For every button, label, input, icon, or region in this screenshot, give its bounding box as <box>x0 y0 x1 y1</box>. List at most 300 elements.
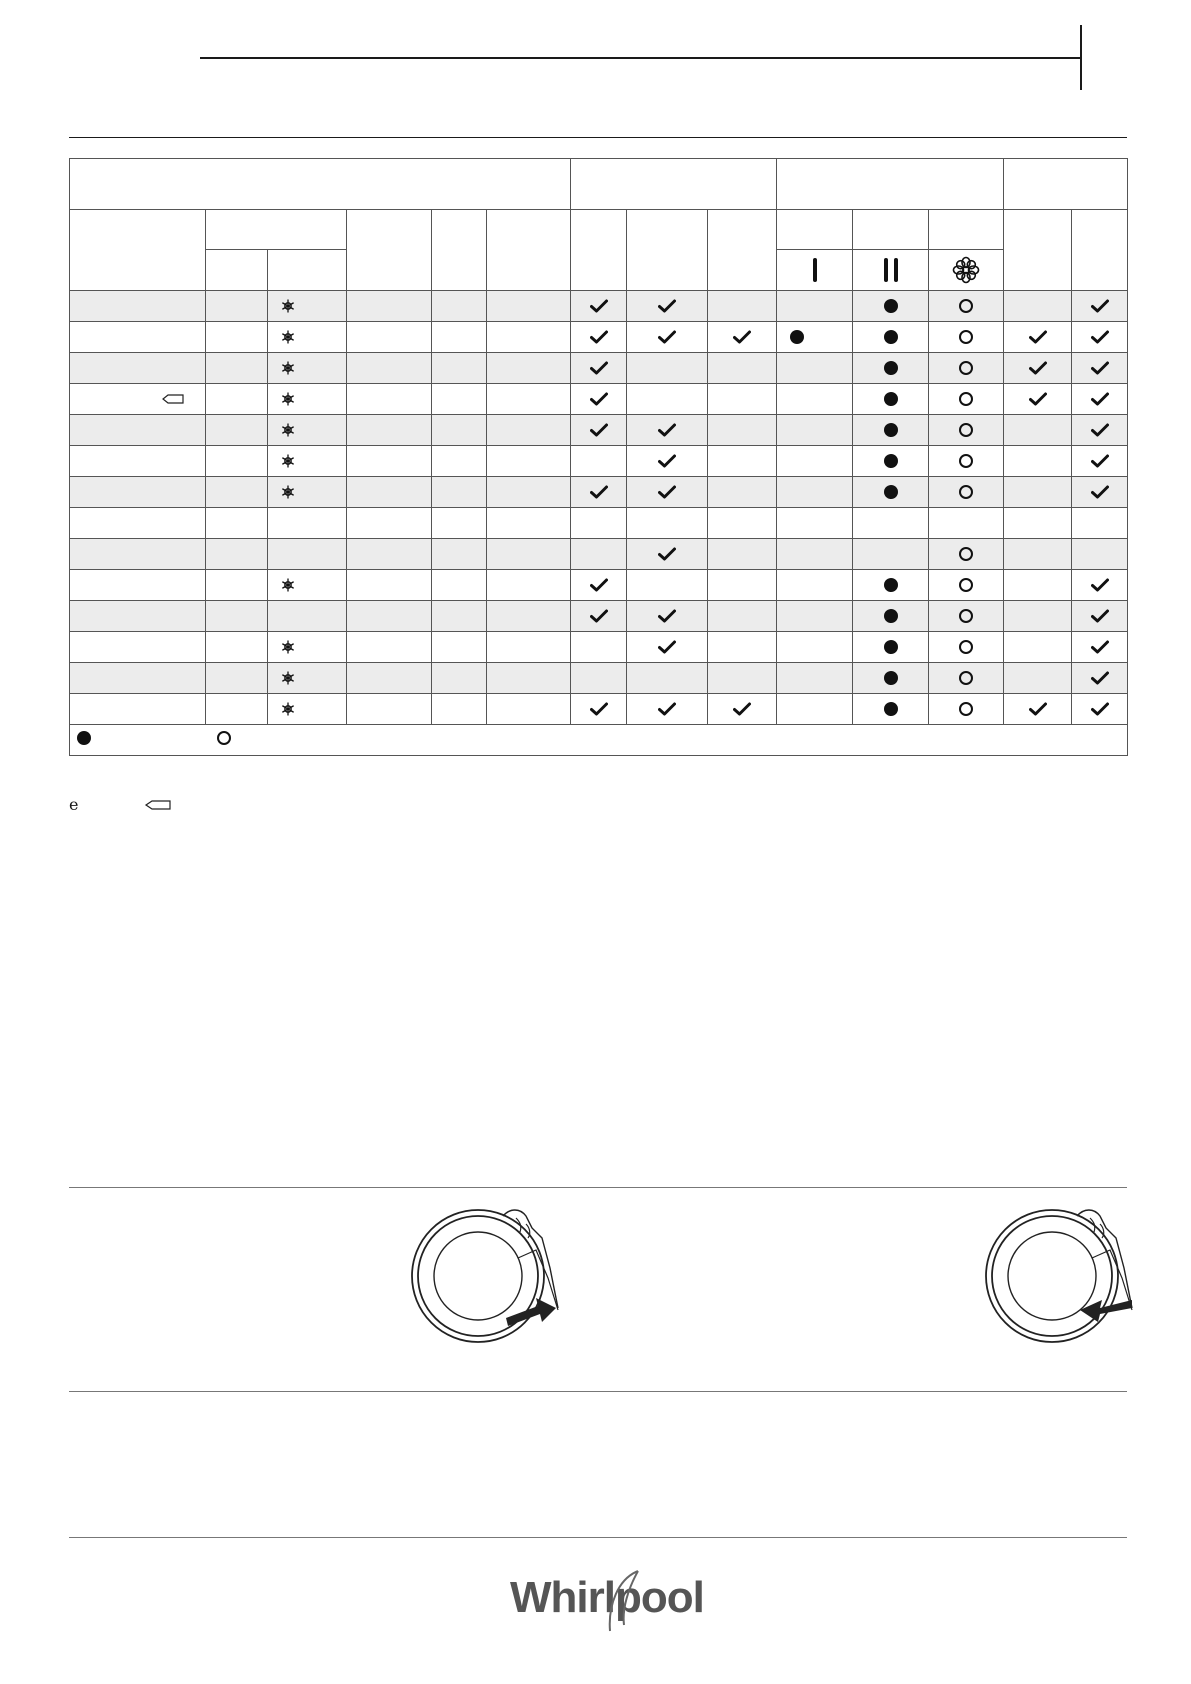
load-cell <box>432 694 487 725</box>
spin-cell <box>347 632 432 663</box>
level-3-flower-icon <box>951 255 981 285</box>
temp-range-cell <box>268 353 347 384</box>
option-cell <box>1004 353 1072 384</box>
option-cell <box>1072 415 1128 446</box>
snowflake-icon <box>280 422 296 438</box>
detergent-cell <box>708 601 777 632</box>
detergent-cell <box>571 353 627 384</box>
spin-cell <box>347 415 432 446</box>
table-row <box>70 291 1128 322</box>
check-icon <box>658 299 676 313</box>
table-row <box>70 694 1128 725</box>
duration-cell <box>487 632 571 663</box>
option-cell <box>1004 477 1072 508</box>
dosage-cell <box>929 539 1004 570</box>
header-temp-range <box>268 250 347 291</box>
duration-cell <box>487 539 571 570</box>
duration-cell <box>487 353 571 384</box>
temp-range-cell <box>268 601 347 632</box>
header-temp-default <box>206 250 268 291</box>
dosage-cell <box>777 291 853 322</box>
load-cell <box>432 663 487 694</box>
detergent-cell <box>627 353 708 384</box>
option-cell <box>1072 539 1128 570</box>
empty-dot-icon <box>958 453 974 469</box>
check-icon <box>1029 330 1047 344</box>
check-icon <box>1029 702 1047 716</box>
detergent-cell <box>708 291 777 322</box>
whirlpool-logo: Whirlpool <box>510 1573 704 1622</box>
header-group-programme <box>70 159 571 210</box>
check-icon <box>658 423 676 437</box>
temp-default-cell <box>206 570 268 601</box>
load-cell <box>432 539 487 570</box>
check-icon <box>658 609 676 623</box>
temp-default-cell <box>206 632 268 663</box>
temp-range-cell <box>268 477 347 508</box>
check-icon <box>1091 702 1109 716</box>
tag-icon <box>92 798 172 812</box>
dosage-cell <box>929 694 1004 725</box>
empty-dot-icon <box>958 391 974 407</box>
snowflake-icon <box>280 391 296 407</box>
spin-cell <box>347 353 432 384</box>
dosage-cell <box>929 291 1004 322</box>
temp-default-cell <box>206 291 268 322</box>
dosage-cell <box>929 353 1004 384</box>
check-icon <box>658 702 676 716</box>
detergent-cell <box>627 384 708 415</box>
detergent-cell <box>571 477 627 508</box>
option-cell <box>1072 353 1128 384</box>
dosage-cell <box>853 663 929 694</box>
duration-cell <box>487 446 571 477</box>
spin-cell <box>347 384 432 415</box>
filled-dot-icon <box>883 298 899 314</box>
programme-name-cell <box>70 291 206 322</box>
dosage-cell <box>777 353 853 384</box>
duration-cell <box>487 508 571 539</box>
programme-name-cell <box>70 446 206 477</box>
duration-cell <box>487 601 571 632</box>
dosage-cell <box>929 446 1004 477</box>
programme-name-cell <box>70 353 206 384</box>
empty-dot-icon <box>216 730 232 746</box>
filled-dot-icon <box>883 670 899 686</box>
check-icon <box>590 578 608 592</box>
check-icon <box>1091 485 1109 499</box>
empty-dot-icon <box>958 546 974 562</box>
option-cell <box>1004 539 1072 570</box>
option-cell <box>1072 477 1128 508</box>
filled-dot-icon <box>883 422 899 438</box>
detergent-cell <box>708 384 777 415</box>
legend-empty <box>216 730 238 746</box>
option-cell <box>1072 384 1128 415</box>
spin-cell <box>347 446 432 477</box>
table-row <box>70 384 1128 415</box>
option-cell <box>1072 446 1128 477</box>
table-row <box>70 415 1128 446</box>
option-cell <box>1072 694 1128 725</box>
table-row <box>70 601 1128 632</box>
check-icon <box>1029 392 1047 406</box>
dosage-cell <box>929 415 1004 446</box>
header-detergent-col-2 <box>627 210 708 291</box>
duration-cell <box>487 663 571 694</box>
option-cell <box>1004 694 1072 725</box>
table-row <box>70 632 1128 663</box>
temp-range-cell <box>268 663 347 694</box>
option-cell <box>1004 632 1072 663</box>
option-cell <box>1004 415 1072 446</box>
spin-cell <box>347 663 432 694</box>
filled-dot-icon <box>883 360 899 376</box>
empty-dot-icon <box>958 298 974 314</box>
filled-dot-icon <box>883 639 899 655</box>
spin-cell <box>347 694 432 725</box>
temp-default-cell <box>206 508 268 539</box>
option-cell <box>1072 632 1128 663</box>
header-row-1 <box>70 159 1128 210</box>
temp-range-cell <box>268 384 347 415</box>
header-detergent-col-1 <box>571 210 627 291</box>
option-cell <box>1072 508 1128 539</box>
check-icon <box>590 299 608 313</box>
detergent-cell <box>708 570 777 601</box>
check-icon <box>658 547 676 561</box>
dosage-cell <box>853 322 929 353</box>
detergent-cell <box>708 694 777 725</box>
filled-dot-icon <box>883 391 899 407</box>
programme-name-cell <box>70 322 206 353</box>
option-cell <box>1072 322 1128 353</box>
option-cell <box>1004 508 1072 539</box>
header-level-col-2 <box>853 210 929 250</box>
dosage-cell <box>777 477 853 508</box>
check-icon <box>658 330 676 344</box>
detergent-cell <box>571 446 627 477</box>
filled-dot-icon <box>883 701 899 717</box>
dosage-cell <box>777 632 853 663</box>
detergent-cell <box>571 663 627 694</box>
option-cell <box>1072 663 1128 694</box>
detergent-cell <box>708 632 777 663</box>
detergent-cell <box>627 291 708 322</box>
programme-name-cell <box>70 694 206 725</box>
legend-cell <box>70 725 1128 756</box>
empty-dot-icon <box>958 329 974 345</box>
dosage-cell <box>853 539 929 570</box>
detergent-cell <box>627 539 708 570</box>
temp-default-cell <box>206 477 268 508</box>
temp-default-cell <box>206 539 268 570</box>
dosage-cell <box>777 508 853 539</box>
dosage-cell <box>929 570 1004 601</box>
detergent-cell <box>627 570 708 601</box>
dosage-cell <box>853 632 929 663</box>
load-cell <box>432 291 487 322</box>
check-icon <box>590 330 608 344</box>
header-option-col-2 <box>1072 210 1128 291</box>
duration-cell <box>487 322 571 353</box>
load-cell <box>432 415 487 446</box>
programme-name-cell <box>70 415 206 446</box>
check-icon <box>1091 330 1109 344</box>
option-cell <box>1072 291 1128 322</box>
legend-filled <box>76 730 98 746</box>
duration-cell <box>487 570 571 601</box>
load-cell <box>432 446 487 477</box>
header-level-col-3 <box>929 210 1004 250</box>
detergent-cell <box>627 508 708 539</box>
programme-name-cell <box>70 663 206 694</box>
dosage-cell <box>777 539 853 570</box>
dosage-cell <box>777 322 853 353</box>
load-cell <box>432 322 487 353</box>
dosage-cell <box>777 663 853 694</box>
check-icon <box>1091 454 1109 468</box>
check-icon <box>590 423 608 437</box>
check-icon <box>658 640 676 654</box>
load-cell <box>432 570 487 601</box>
section-rule-top <box>69 137 1127 138</box>
detergent-cell <box>708 415 777 446</box>
temp-range-cell <box>268 322 347 353</box>
table-row <box>70 477 1128 508</box>
header-option-col-1 <box>1004 210 1072 291</box>
dosage-cell <box>853 446 929 477</box>
filled-dot-icon <box>883 577 899 593</box>
snowflake-icon <box>280 701 296 717</box>
temp-default-cell <box>206 322 268 353</box>
header-temperature <box>206 210 347 250</box>
level-1-icon <box>810 255 820 285</box>
programme-name-cell <box>70 539 206 570</box>
table-row <box>70 353 1128 384</box>
header-load <box>432 210 487 291</box>
detergent-cell <box>571 291 627 322</box>
load-cell <box>432 632 487 663</box>
temp-default-cell <box>206 601 268 632</box>
dosage-cell <box>853 291 929 322</box>
dosage-cell <box>929 477 1004 508</box>
snowflake-icon <box>280 639 296 655</box>
dosage-cell <box>777 384 853 415</box>
dosage-cell <box>853 477 929 508</box>
detergent-cell <box>571 415 627 446</box>
check-icon <box>1091 640 1109 654</box>
detergent-cell <box>571 384 627 415</box>
option-cell <box>1004 291 1072 322</box>
dosage-cell <box>777 694 853 725</box>
spin-cell <box>347 291 432 322</box>
section-rule-middle <box>69 1187 1127 1188</box>
empty-dot-icon <box>958 670 974 686</box>
check-icon <box>733 702 751 716</box>
header-group-detergent <box>571 159 777 210</box>
tag-icon <box>161 392 185 406</box>
detergent-cell <box>571 508 627 539</box>
dosage-cell <box>853 508 929 539</box>
snowflake-icon <box>280 670 296 686</box>
option-cell <box>1004 384 1072 415</box>
snowflake-icon <box>280 577 296 593</box>
duration-cell <box>487 291 571 322</box>
detergent-cell <box>627 477 708 508</box>
empty-dot-icon <box>958 422 974 438</box>
load-cell <box>432 477 487 508</box>
temp-default-cell <box>206 694 268 725</box>
dosage-cell <box>853 415 929 446</box>
header-row-2 <box>70 210 1128 250</box>
check-icon <box>1091 299 1109 313</box>
dosage-cell <box>853 353 929 384</box>
detergent-cell <box>571 570 627 601</box>
check-icon <box>658 454 676 468</box>
dosage-cell <box>929 508 1004 539</box>
dosage-cell <box>929 322 1004 353</box>
header-level-3 <box>929 250 1004 291</box>
dosage-cell <box>853 570 929 601</box>
table-row <box>70 539 1128 570</box>
detergent-cell <box>571 694 627 725</box>
spin-cell <box>347 601 432 632</box>
snowflake-icon <box>280 360 296 376</box>
check-icon <box>1029 361 1047 375</box>
footnote-prefix: e <box>69 795 79 814</box>
empty-dot-icon <box>958 608 974 624</box>
section-rule-footer <box>69 1537 1127 1538</box>
detergent-cell <box>708 663 777 694</box>
temp-range-cell <box>268 570 347 601</box>
filled-dot-icon <box>883 608 899 624</box>
detergent-cell <box>627 601 708 632</box>
dosage-cell <box>929 384 1004 415</box>
empty-dot-icon <box>958 360 974 376</box>
detergent-cell <box>708 477 777 508</box>
header-detergent-col-3 <box>708 210 777 291</box>
temp-default-cell <box>206 446 268 477</box>
header-rule <box>200 57 1080 59</box>
detergent-cell <box>708 539 777 570</box>
temp-range-cell <box>268 694 347 725</box>
dosage-cell <box>929 601 1004 632</box>
table-row <box>70 322 1128 353</box>
snowflake-icon <box>280 453 296 469</box>
empty-dot-icon <box>958 577 974 593</box>
detergent-cell <box>627 632 708 663</box>
header-spin <box>347 210 432 291</box>
detergent-cell <box>627 446 708 477</box>
empty-dot-icon <box>958 484 974 500</box>
temp-range-cell <box>268 446 347 477</box>
level-2-icon <box>880 255 902 285</box>
filled-dot-icon <box>76 730 92 746</box>
temp-range-cell <box>268 415 347 446</box>
snowflake-icon <box>280 329 296 345</box>
programme-name-cell <box>70 477 206 508</box>
check-icon <box>1091 578 1109 592</box>
temp-default-cell <box>206 384 268 415</box>
header-group-dosage <box>777 159 1004 210</box>
duration-cell <box>487 694 571 725</box>
empty-dot-icon <box>958 639 974 655</box>
header-corner-tick <box>1080 25 1082 90</box>
door-close-illustration <box>982 1198 1142 1348</box>
header-level-col-1 <box>777 210 853 250</box>
spin-cell <box>347 570 432 601</box>
detergent-cell <box>627 415 708 446</box>
table-row <box>70 446 1128 477</box>
spin-cell <box>347 539 432 570</box>
duration-cell <box>487 477 571 508</box>
header-programme-name <box>70 210 206 291</box>
programme-name-cell <box>70 570 206 601</box>
check-icon <box>1091 361 1109 375</box>
filled-dot-icon <box>883 484 899 500</box>
check-icon <box>590 702 608 716</box>
temp-range-cell <box>268 539 347 570</box>
header-level-2 <box>853 250 929 291</box>
footnote <box>69 795 172 814</box>
check-icon <box>590 609 608 623</box>
load-cell <box>432 508 487 539</box>
option-cell <box>1072 601 1128 632</box>
detergent-cell <box>571 539 627 570</box>
filled-dot-icon <box>883 453 899 469</box>
table-row <box>70 508 1128 539</box>
detergent-cell <box>571 322 627 353</box>
dosage-cell <box>853 384 929 415</box>
spin-cell <box>347 322 432 353</box>
snowflake-icon <box>280 298 296 314</box>
duration-cell <box>487 415 571 446</box>
dosage-cell <box>929 632 1004 663</box>
door-open-illustration <box>408 1198 568 1348</box>
option-cell <box>1004 570 1072 601</box>
option-cell <box>1072 570 1128 601</box>
dosage-cell <box>853 601 929 632</box>
empty-dot-icon <box>958 701 974 717</box>
detergent-cell <box>708 353 777 384</box>
check-icon <box>590 392 608 406</box>
filled-dot-icon <box>789 329 805 345</box>
temp-default-cell <box>206 415 268 446</box>
option-cell <box>1004 601 1072 632</box>
load-cell <box>432 384 487 415</box>
temp-default-cell <box>206 353 268 384</box>
detergent-cell <box>627 322 708 353</box>
legend-row <box>70 725 1128 756</box>
check-icon <box>658 485 676 499</box>
header-level-1 <box>777 250 853 291</box>
option-cell <box>1004 663 1072 694</box>
dosage-cell <box>853 694 929 725</box>
detergent-cell <box>708 446 777 477</box>
logo-swirl-icon <box>598 1565 648 1635</box>
check-icon <box>1091 671 1109 685</box>
snowflake-icon <box>280 484 296 500</box>
dosage-cell <box>929 663 1004 694</box>
detergent-cell <box>571 632 627 663</box>
check-icon <box>1091 609 1109 623</box>
temp-range-cell <box>268 291 347 322</box>
option-cell <box>1004 322 1072 353</box>
load-cell <box>432 601 487 632</box>
check-icon <box>590 361 608 375</box>
section-rule-lower <box>69 1391 1127 1392</box>
